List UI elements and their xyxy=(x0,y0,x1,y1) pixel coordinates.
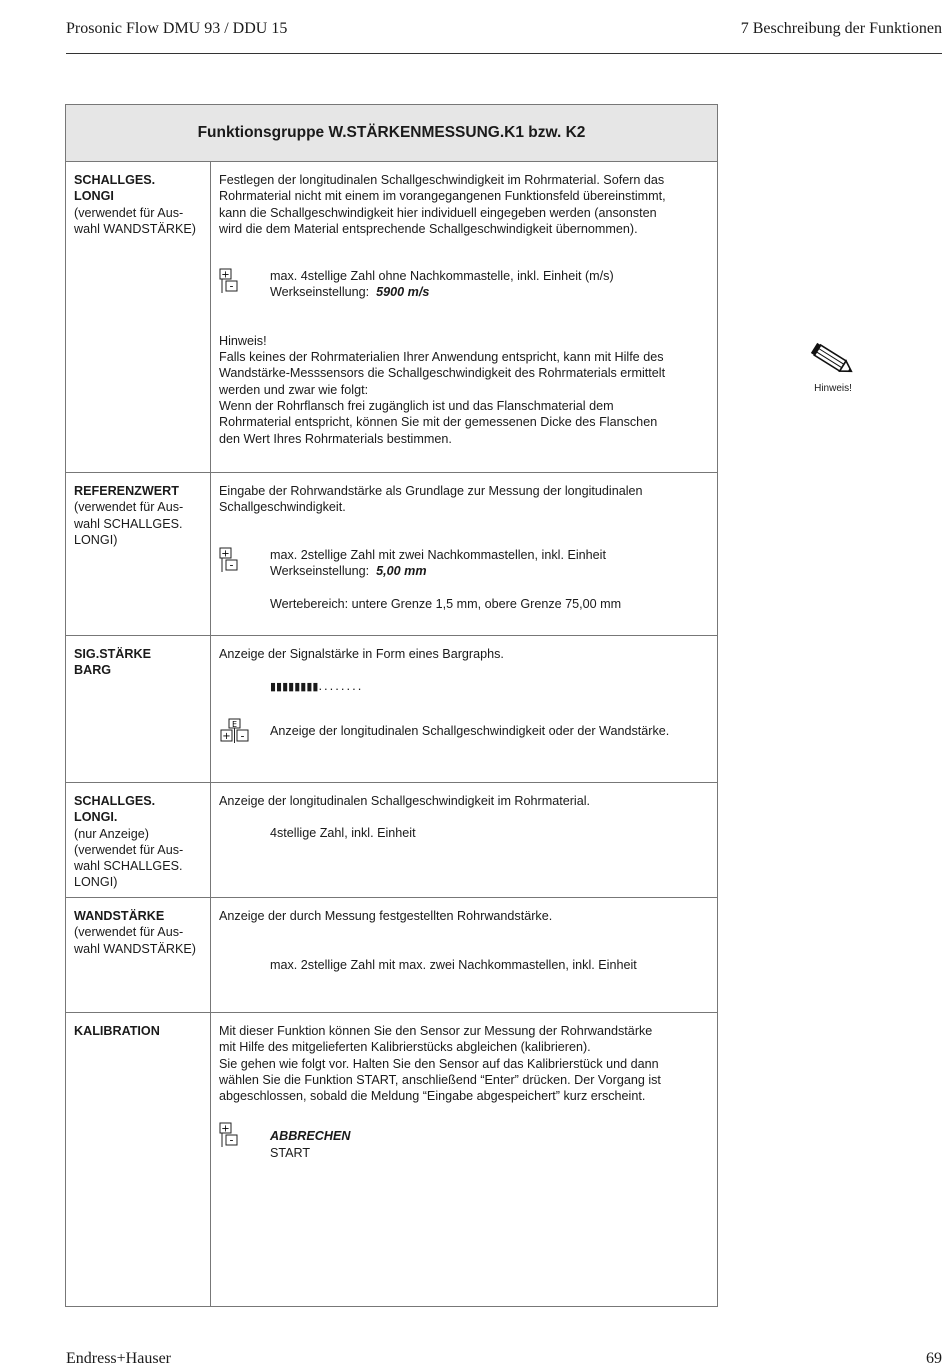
table-row xyxy=(66,162,718,473)
svg-text:+: + xyxy=(222,730,231,742)
hint-line: Falls keines der Rohrmaterialien Ihrer Anwendung entspricht, kann mit Hilfe des xyxy=(219,350,664,365)
function-description-cell xyxy=(211,162,718,473)
function-name: SIG.STÄRKE xyxy=(74,647,151,661)
plus-minus-keys-icon xyxy=(219,547,240,573)
header-chapter: 7 Beschreibung der Funktionen xyxy=(740,20,942,37)
key-function xyxy=(219,718,709,744)
function-name: LONGI xyxy=(74,189,114,204)
header-title: Prosonic Flow DMU 93 / DDU 15 xyxy=(66,20,288,37)
input-spec xyxy=(219,268,709,301)
function-name-cell xyxy=(66,898,211,1013)
input-spec xyxy=(219,547,709,613)
hint-block xyxy=(219,333,709,447)
function-note: (verwendet für Aus- xyxy=(74,842,184,857)
function-note: LONGI) xyxy=(74,532,118,547)
svg-text:E: E xyxy=(231,719,238,729)
table-row xyxy=(66,473,718,636)
function-table xyxy=(65,104,718,1307)
hint-line: den Wert Ihres Rohrmaterials bestimmen. xyxy=(219,431,452,446)
hint-line: Hinweis! xyxy=(219,333,267,348)
svg-text:-: - xyxy=(229,279,234,293)
table-row xyxy=(66,898,718,1013)
input-range: max. 4stellige Zahl ohne Nachkommastelle, inkl. Einheit (m/s) xyxy=(270,269,614,284)
function-name: LONGI. xyxy=(74,810,118,825)
hint-line: Rohrmaterial entspricht, können Sie mit der gemessenen Dicke des Flanschen xyxy=(219,415,658,430)
function-description-cell xyxy=(211,473,718,636)
function-name-cell xyxy=(66,162,211,473)
function-name: KALIBRATION xyxy=(74,1024,160,1038)
factory-setting-value: 5,00 mm xyxy=(376,563,427,578)
function-note: (verwendet für Aus- xyxy=(74,205,184,220)
description-line: Anzeige der Signalstärke in Form eines Bargraphs. xyxy=(219,647,504,661)
plus-minus-keys-icon xyxy=(219,1122,240,1148)
hint-line: werden und zwar wie folgt: xyxy=(219,382,369,397)
function-name: SCHALLGES. xyxy=(74,794,156,808)
factory-setting-label: Werkseinstellung: xyxy=(270,285,370,300)
page-header xyxy=(66,20,942,54)
input-range: max. 2stellige Zahl mit zwei Nachkommastellen, inkl. Einheit xyxy=(270,547,606,562)
factory-setting-value: 5900 m/s xyxy=(376,285,430,300)
function-note: wahl WANDSTÄRKE) xyxy=(74,221,196,236)
description-line: mit Hilfe des mitgelieferten Kalibrierstücks abgleichen (kalibrieren). xyxy=(219,1040,591,1055)
function-name-cell xyxy=(66,1013,211,1307)
function-name: REFERENZWERT xyxy=(74,484,179,498)
enter-plus-minus-keys-icon xyxy=(219,718,254,744)
description-line: wird die dem Material entsprechende Schallgeschwindigkeit übernommen). xyxy=(219,221,638,236)
display-value: max. 2stellige Zahl mit max. zwei Nachkommastellen, inkl. Einheit xyxy=(270,958,637,973)
option-list xyxy=(219,1122,709,1161)
svg-text:-: - xyxy=(229,558,234,572)
table-row xyxy=(66,783,718,898)
option-start: START xyxy=(270,1145,311,1160)
svg-text:-: - xyxy=(240,729,245,743)
function-description-cell xyxy=(211,636,718,783)
side-hint-label: Hinweis! xyxy=(814,383,852,394)
hint-line: Wandstärke-Messsensors die Schallgeschwindigkeit des Rohrmaterials ermittelt xyxy=(219,366,666,381)
plus-minus-keys-icon xyxy=(219,268,240,294)
page-number: 69 xyxy=(926,1350,942,1367)
table-row xyxy=(66,636,718,783)
option-abbrechen: ABBRECHEN xyxy=(270,1129,351,1144)
function-description-cell xyxy=(211,898,718,1013)
function-note: (verwendet für Aus- xyxy=(74,925,184,940)
table-row xyxy=(66,1013,718,1307)
bargraph-filled: ▮▮▮▮▮▮▮▮ xyxy=(270,681,319,694)
description-line: Sie gehen wie folgt vor. Halten Sie den Sensor auf das Kalibrierstück und dann xyxy=(219,1056,659,1071)
description-line: Festlegen der longitudinalen Schallgeschwindigkeit im Rohrmaterial. Sofern das xyxy=(219,173,665,187)
display-value: 4stellige Zahl, inkl. Einheit xyxy=(270,826,416,841)
table-title: Funktionsgruppe W.STÄRKENMESSUNG.K1 bzw. K2 xyxy=(66,105,718,162)
description-line: Mit dieser Funktion können Sie den Sensor zur Messung der Rohrwandstärke xyxy=(219,1024,653,1038)
factory-setting-label: Werkseinstellung: xyxy=(270,563,370,578)
svg-text:-: - xyxy=(229,1133,234,1147)
factory-setting xyxy=(270,563,621,579)
description-line: wählen Sie die Funktion START, anschließend “Enter” drücken. Der Vorgang ist xyxy=(219,1072,661,1087)
description-line: Eingabe der Rohrwandstärke als Grundlage zur Messung der longitudinalen xyxy=(219,484,643,498)
key-function-text: Anzeige der longitudinalen Schallgeschwindigkeit oder der Wandstärke. xyxy=(270,723,670,738)
function-name: BARG xyxy=(74,663,112,678)
hint-line: Wenn der Rohrflansch frei zugänglich ist und das Flanschmaterial dem xyxy=(219,398,614,413)
function-note: (verwendet für Aus- xyxy=(74,500,184,515)
description-line: Schallgeschwindigkeit. xyxy=(219,500,346,515)
function-name-cell xyxy=(66,783,211,898)
svg-text:+: + xyxy=(221,269,230,281)
function-note: wahl WANDSTÄRKE) xyxy=(74,941,196,956)
description-line: Anzeige der durch Messung festgestellten Rohrwandstärke. xyxy=(219,909,553,923)
side-hint xyxy=(806,342,860,394)
function-note: wahl SCHALLGES. xyxy=(74,516,183,531)
value-range: Wertebereich: untere Grenze 1,5 mm, obere Grenze 75,00 mm xyxy=(270,597,622,612)
function-name-cell xyxy=(66,636,211,783)
factory-setting xyxy=(270,284,614,300)
function-description-cell xyxy=(211,1013,718,1307)
function-note: LONGI) xyxy=(74,875,118,890)
description-line: abgeschlossen, sobald die Meldung “Eingabe abgespeichert” kurz erscheint. xyxy=(219,1089,646,1104)
bargraph-empty: ........ xyxy=(318,678,364,694)
function-name: WANDSTÄRKE xyxy=(74,909,165,923)
svg-text:+: + xyxy=(221,1123,230,1135)
function-note: (nur Anzeige) xyxy=(74,826,149,841)
svg-text:+: + xyxy=(221,548,230,560)
description-line: Anzeige der longitudinalen Schallgeschwindigkeit im Rohrmaterial. xyxy=(219,794,591,808)
pencil-note-icon xyxy=(808,342,858,380)
function-note: wahl SCHALLGES. xyxy=(74,859,183,874)
signal-bargraph xyxy=(219,678,709,695)
description-line: Rohrmaterial nicht mit einem im vorangegangenen Funktionsfeld übereinstimmt, xyxy=(219,189,666,204)
function-description-cell xyxy=(211,783,718,898)
footer-brand: Endress+Hauser xyxy=(66,1350,171,1367)
function-name-cell xyxy=(66,473,211,636)
description-line: kann die Schallgeschwindigkeit hier individuell eingegeben werden (ansonsten xyxy=(219,205,657,220)
function-name: SCHALLGES. xyxy=(74,173,156,187)
